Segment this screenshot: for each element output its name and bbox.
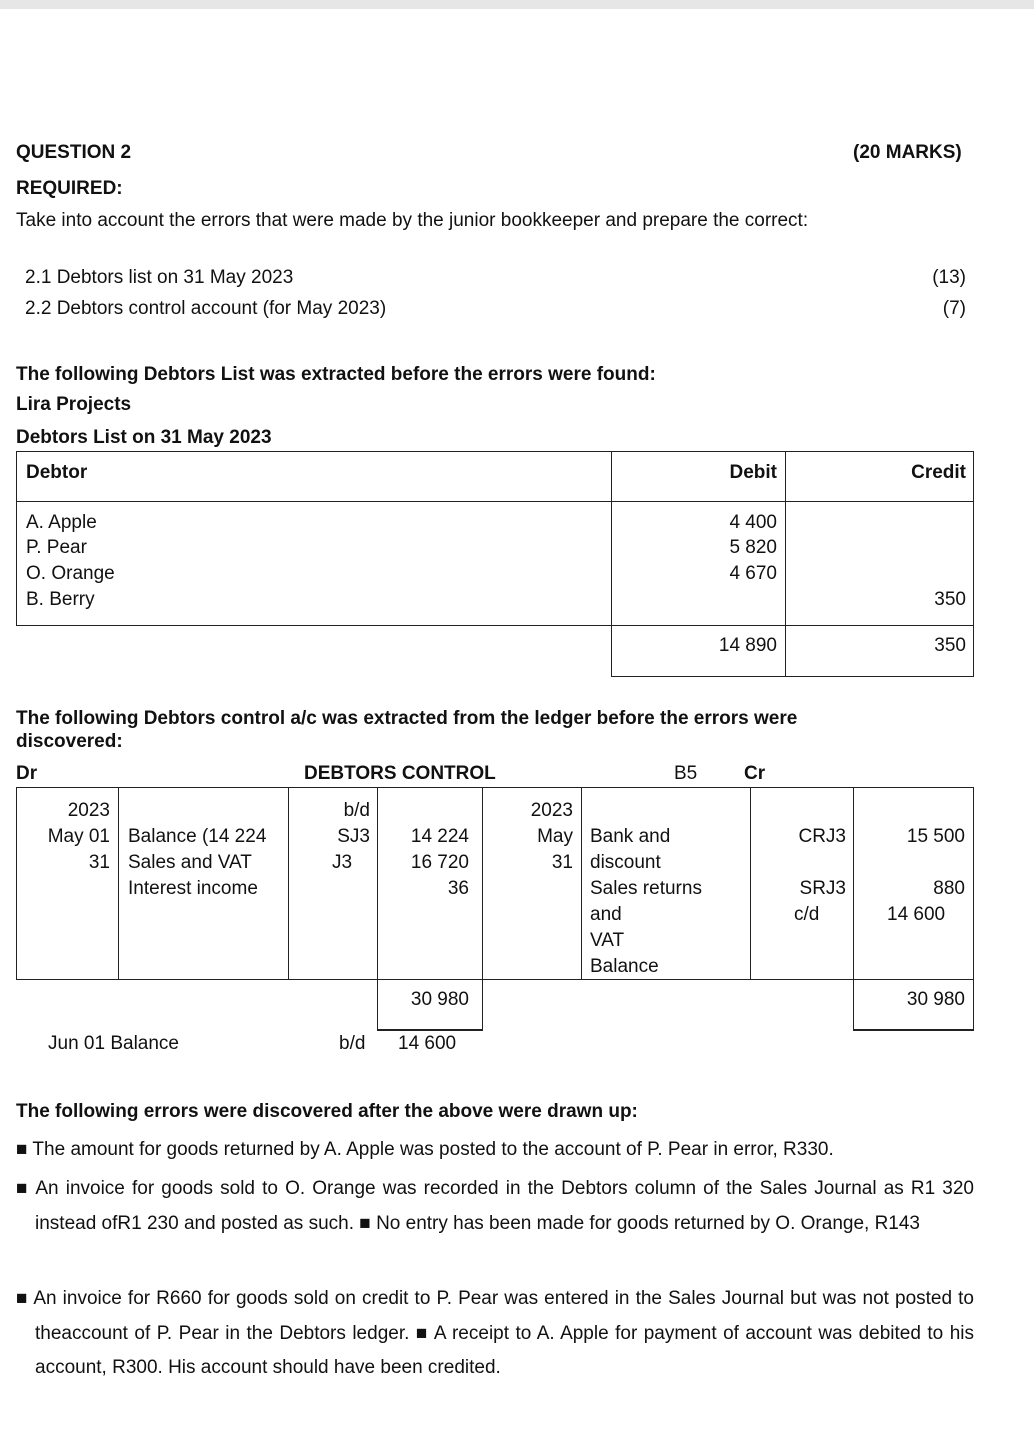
part-marks: (13)	[932, 267, 966, 288]
credit-details: Bank and discount Sales returns and VAT Balance	[590, 826, 702, 977]
question-title: QUESTION 2	[16, 142, 132, 163]
ledger-folio: B5	[674, 763, 698, 784]
debit-value: 4 400	[729, 512, 777, 533]
balance-bd-label: Jun 01 Balance	[48, 1033, 179, 1054]
cr-label: Cr	[744, 763, 766, 784]
header-credit: Credit	[911, 462, 966, 483]
ledger-intro: The following Debtors control a/c was extracted from the ledger before the errors were discovered:	[16, 708, 798, 752]
list-intro: The following Debtors List was extracted before the errors were found:	[16, 364, 656, 385]
debit-amounts: 14 224 16 720 36	[410, 826, 469, 899]
debit-folios: b/d SJ3 J3	[332, 800, 370, 873]
debtor-name: A. Apple	[26, 512, 97, 533]
credit-amounts: 15 500 880 14 600	[887, 826, 965, 925]
balance-bd-amount: 14 600	[398, 1033, 457, 1054]
header-debit: Debit	[729, 462, 777, 483]
debtor-name: P. Pear	[26, 537, 87, 558]
bullet-icon: ■	[16, 1178, 36, 1199]
credit-folios: CRJ3 SRJ3 c/d	[794, 826, 846, 925]
debtor-name: B. Berry	[26, 589, 95, 610]
errors-intro: The following errors were discovered after the above were drawn up:	[16, 1101, 638, 1122]
error-item: ■ An invoice for goods sold to O. Orange was recorded in the Debtors column of the Sales Journal as R1 320 instead ofR1 230 and posted as such. ■ No entry has been made for goods returned by O. Orange, R143	[16, 1178, 974, 1234]
debit-value: 4 670	[729, 563, 777, 584]
bullet-icon: ■	[16, 1139, 33, 1160]
debit-total: 30 980	[410, 989, 469, 1010]
error-item: ■ The amount for goods returned by A. Apple was posted to the account of P. Pear in error, R330.	[16, 1139, 834, 1160]
credit-value: 350	[934, 589, 966, 610]
error-item: ■ An invoice for R660 for goods sold on credit to P. Pear was entered in the Sales Journal but was not posted to theaccount of P. Pear in the Debtors ledger. ■ A receipt to A. Apple for payment of account was debited to his account, R300. His account should have been credited.	[16, 1288, 974, 1378]
balance-bd-folio: b/d	[339, 1033, 366, 1054]
dr-label: Dr	[16, 763, 38, 784]
debtor-name: O. Orange	[26, 563, 115, 584]
header-debtor: Debtor	[26, 462, 88, 483]
credit-dates: 2023 May 31	[530, 800, 573, 873]
debit-dates: 2023 May 01 31	[47, 800, 110, 873]
business-name: Lira Projects	[16, 394, 132, 415]
debit-total: 14 890	[718, 635, 777, 656]
bullet-icon: ■	[415, 1322, 434, 1344]
part-marks: (7)	[942, 298, 966, 319]
credit-total: 30 980	[906, 989, 965, 1010]
top-bar	[0, 0, 1034, 9]
credit-total: 350	[934, 635, 966, 656]
debit-value: 5 820	[729, 537, 777, 558]
ledger-title: DEBTORS CONTROL	[304, 763, 496, 784]
part-label: 2.1 Debtors list on 31 May 2023	[25, 267, 294, 288]
debit-details: Balance (14 224 Sales and VAT Interest income	[128, 826, 267, 899]
list-title: Debtors List on 31 May 2023	[16, 427, 272, 448]
part-label: 2.2 Debtors control account (for May 2023)	[25, 298, 387, 319]
question-marks: (20 MARKS)	[853, 142, 962, 163]
bullet-icon: ■	[359, 1212, 377, 1234]
required-heading: REQUIRED:	[16, 178, 123, 199]
bullet-icon: ■	[16, 1288, 34, 1309]
instruction: Take into account the errors that were made by the junior bookkeeper and prepare the correct:	[16, 210, 809, 231]
